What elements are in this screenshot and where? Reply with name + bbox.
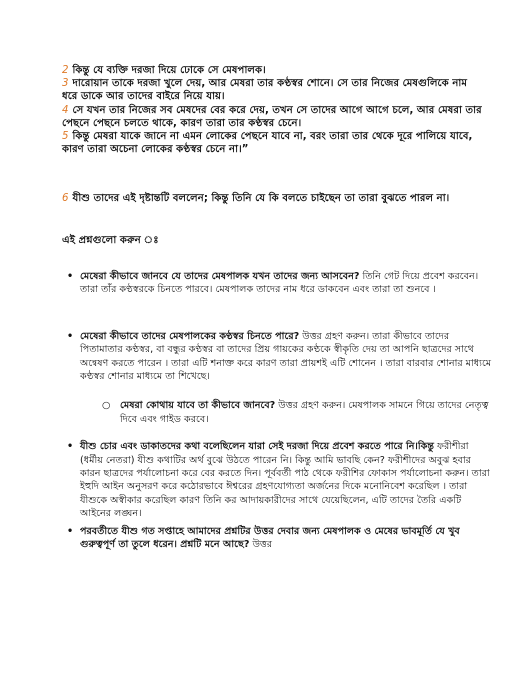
verse-number: 5 — [62, 131, 69, 143]
circle-bullet-icon: ○ — [102, 400, 111, 412]
verse-number: 4 — [62, 104, 69, 116]
question-answer: উত্তর — [249, 539, 273, 551]
question-item — [62, 440, 492, 520]
question-item — [62, 525, 492, 552]
question-answer: ফরীশীরা (ধর্মীয় নেতরা) যীশু কথাটির অর্থ বুঝে উঠতে পারেন নি। কিন্তু আমি ভাবছি কেন? ফরীশীদের অবুঝ হবার কারন ছাত্রদের পর্যালোচনা করে বের করতে দিন। পূর্ববর্তী পাঠ থেকে ফরীশির ফোকাস পর্যালোচনা করুন। তারা ইহুদি আইন অনুসরণ করে কঠোরভাবে ঈশ্বরের গ্রহণযোগ্যতা অর্জনের দিকে মনোনিবেশ করেছিল । তারা যীশুকে অস্বীকার করেছিল কারণ তিনি কর আদায়কারীদের সাথে যেয়েছিলেন, এটি তাদের তৈরি একটি আইনের লঙ্ঘন। — [80, 441, 490, 520]
questions-list — [62, 270, 492, 552]
verse-text: যীশু তাদের এই দৃষ্টান্তটি বললেন; কিন্তু তিনি যে কি বলতে চাইছেন তা তারা বুঝতে পারল না। — [72, 193, 450, 205]
question-bold: পরবর্তীতে যীশু গত সপ্তাহে আমাদের প্রশ্নটির উত্তর দেবার জন্য মেষপালক ও মেষের ভাবমূর্তি যে খুব গুরুত্বপূর্ণ তা তুলে ধরেন। প্রশ্নটি মনে আছে? — [80, 525, 460, 551]
question-answer: উত্তর গ্রহণ করুন। মেষপালক সামনে গিয়ে তাদের নেতৃত্ব দিবে এবং গাইড করবে। — [120, 400, 489, 425]
sub-question-item — [62, 399, 492, 426]
bullet-icon: • — [67, 525, 74, 537]
verse-text: কিন্তু যে ব্যক্তি দরজা দিয়ে ঢোকে সে মেষপালক। — [72, 65, 266, 76]
verse-5 — [62, 130, 482, 156]
verse-4 — [62, 104, 482, 130]
verse-3 — [62, 77, 482, 103]
verse-text: সে যখন তার নিজের সব মেষদের বের করে দেয়, তখন সে তাদের আগে আগে চলে, আর মেষরা তার পেছনে পেছনে চলতে থাকে, কারণ তারা তার কণ্ঠস্বর চেনে। — [62, 104, 482, 129]
verse-text: দারোয়ান তাকে দরজা খুলে দেয়, আর মেষরা তার কণ্ঠস্বর শোনে। সে তার নিজের মেষগুলিকে নাম ধরে ডাকে আর তাদের বাইরে নিয়ে যায়। — [62, 78, 468, 103]
scripture-passage — [62, 64, 482, 156]
question-bold: মেষরা কোথায় যাবে তা কীভাবে জানবে? — [120, 400, 276, 412]
bullet-icon: • — [67, 441, 74, 453]
question-bold: যীশু চোর এবং ডাকাতদের কথা বলেছিলেন যারা সেই দরজা দিয়ে প্রবেশ করতে পারে নি।কিন্তু — [80, 441, 434, 453]
bullet-icon: • — [67, 271, 74, 282]
question-bold: মেষেরা কীভাবে জানবে যে তাদের মেষপালক যখন তাদের জন্য আসবেন? — [80, 271, 360, 282]
question-answer: উত্তর গ্রহণ করুন। তারা কীভাবে তাদের পিতামাতার কণ্ঠস্বর, বা বন্ধুর কণ্ঠস্বর বা তাদের প্রিয় গায়কের কণ্ঠকে স্বীকৃতি দেয় তা আপনি ছাত্রদের সাথে অন্বেষণ করতে পারেন । তারা এটি শনাক্ত করে কারণ তারা প্রায়শই এটি শোনেন । তারা বারবার শোনার মাধ্যমে কণ্ঠস্বর শোনার মাধ্যমে তা শিখেছে। — [80, 330, 492, 383]
question-bold: মেষেরা কীভাবে তাদের মেষপালকের কণ্ঠস্বর চিনতে পারে? — [80, 330, 300, 342]
question-item — [62, 270, 492, 297]
verse-number: 6 — [62, 193, 69, 205]
verse-number: 3 — [62, 78, 69, 90]
questions-prompt: এই প্রশ্নগুলো করুন ঃ — [62, 235, 159, 246]
verse-text: কিন্তু মেষরা যাকে জানে না এমন লোকের পেছনে যাবে না, বরং তারা তার থেকে দূরে পালিয়ে যাবে, কারণ তারা অচেনা লোকের কণ্ঠস্বর চেনে না।” — [62, 131, 473, 156]
question-item — [62, 330, 492, 384]
verse-6 — [62, 192, 482, 206]
bullet-icon: • — [67, 330, 74, 342]
verse-2 — [62, 64, 482, 77]
question-answer: তিনি গেট দিয়ে প্রবেশ করবেন। তারা তাঁর কণ্ঠস্বরকে চিনতে পারবে। মেষপালক তাদের নাম ধরে ডাকবেন এবং তারা তা শুনবে । — [80, 271, 479, 296]
verse-number: 2 — [62, 65, 69, 76]
